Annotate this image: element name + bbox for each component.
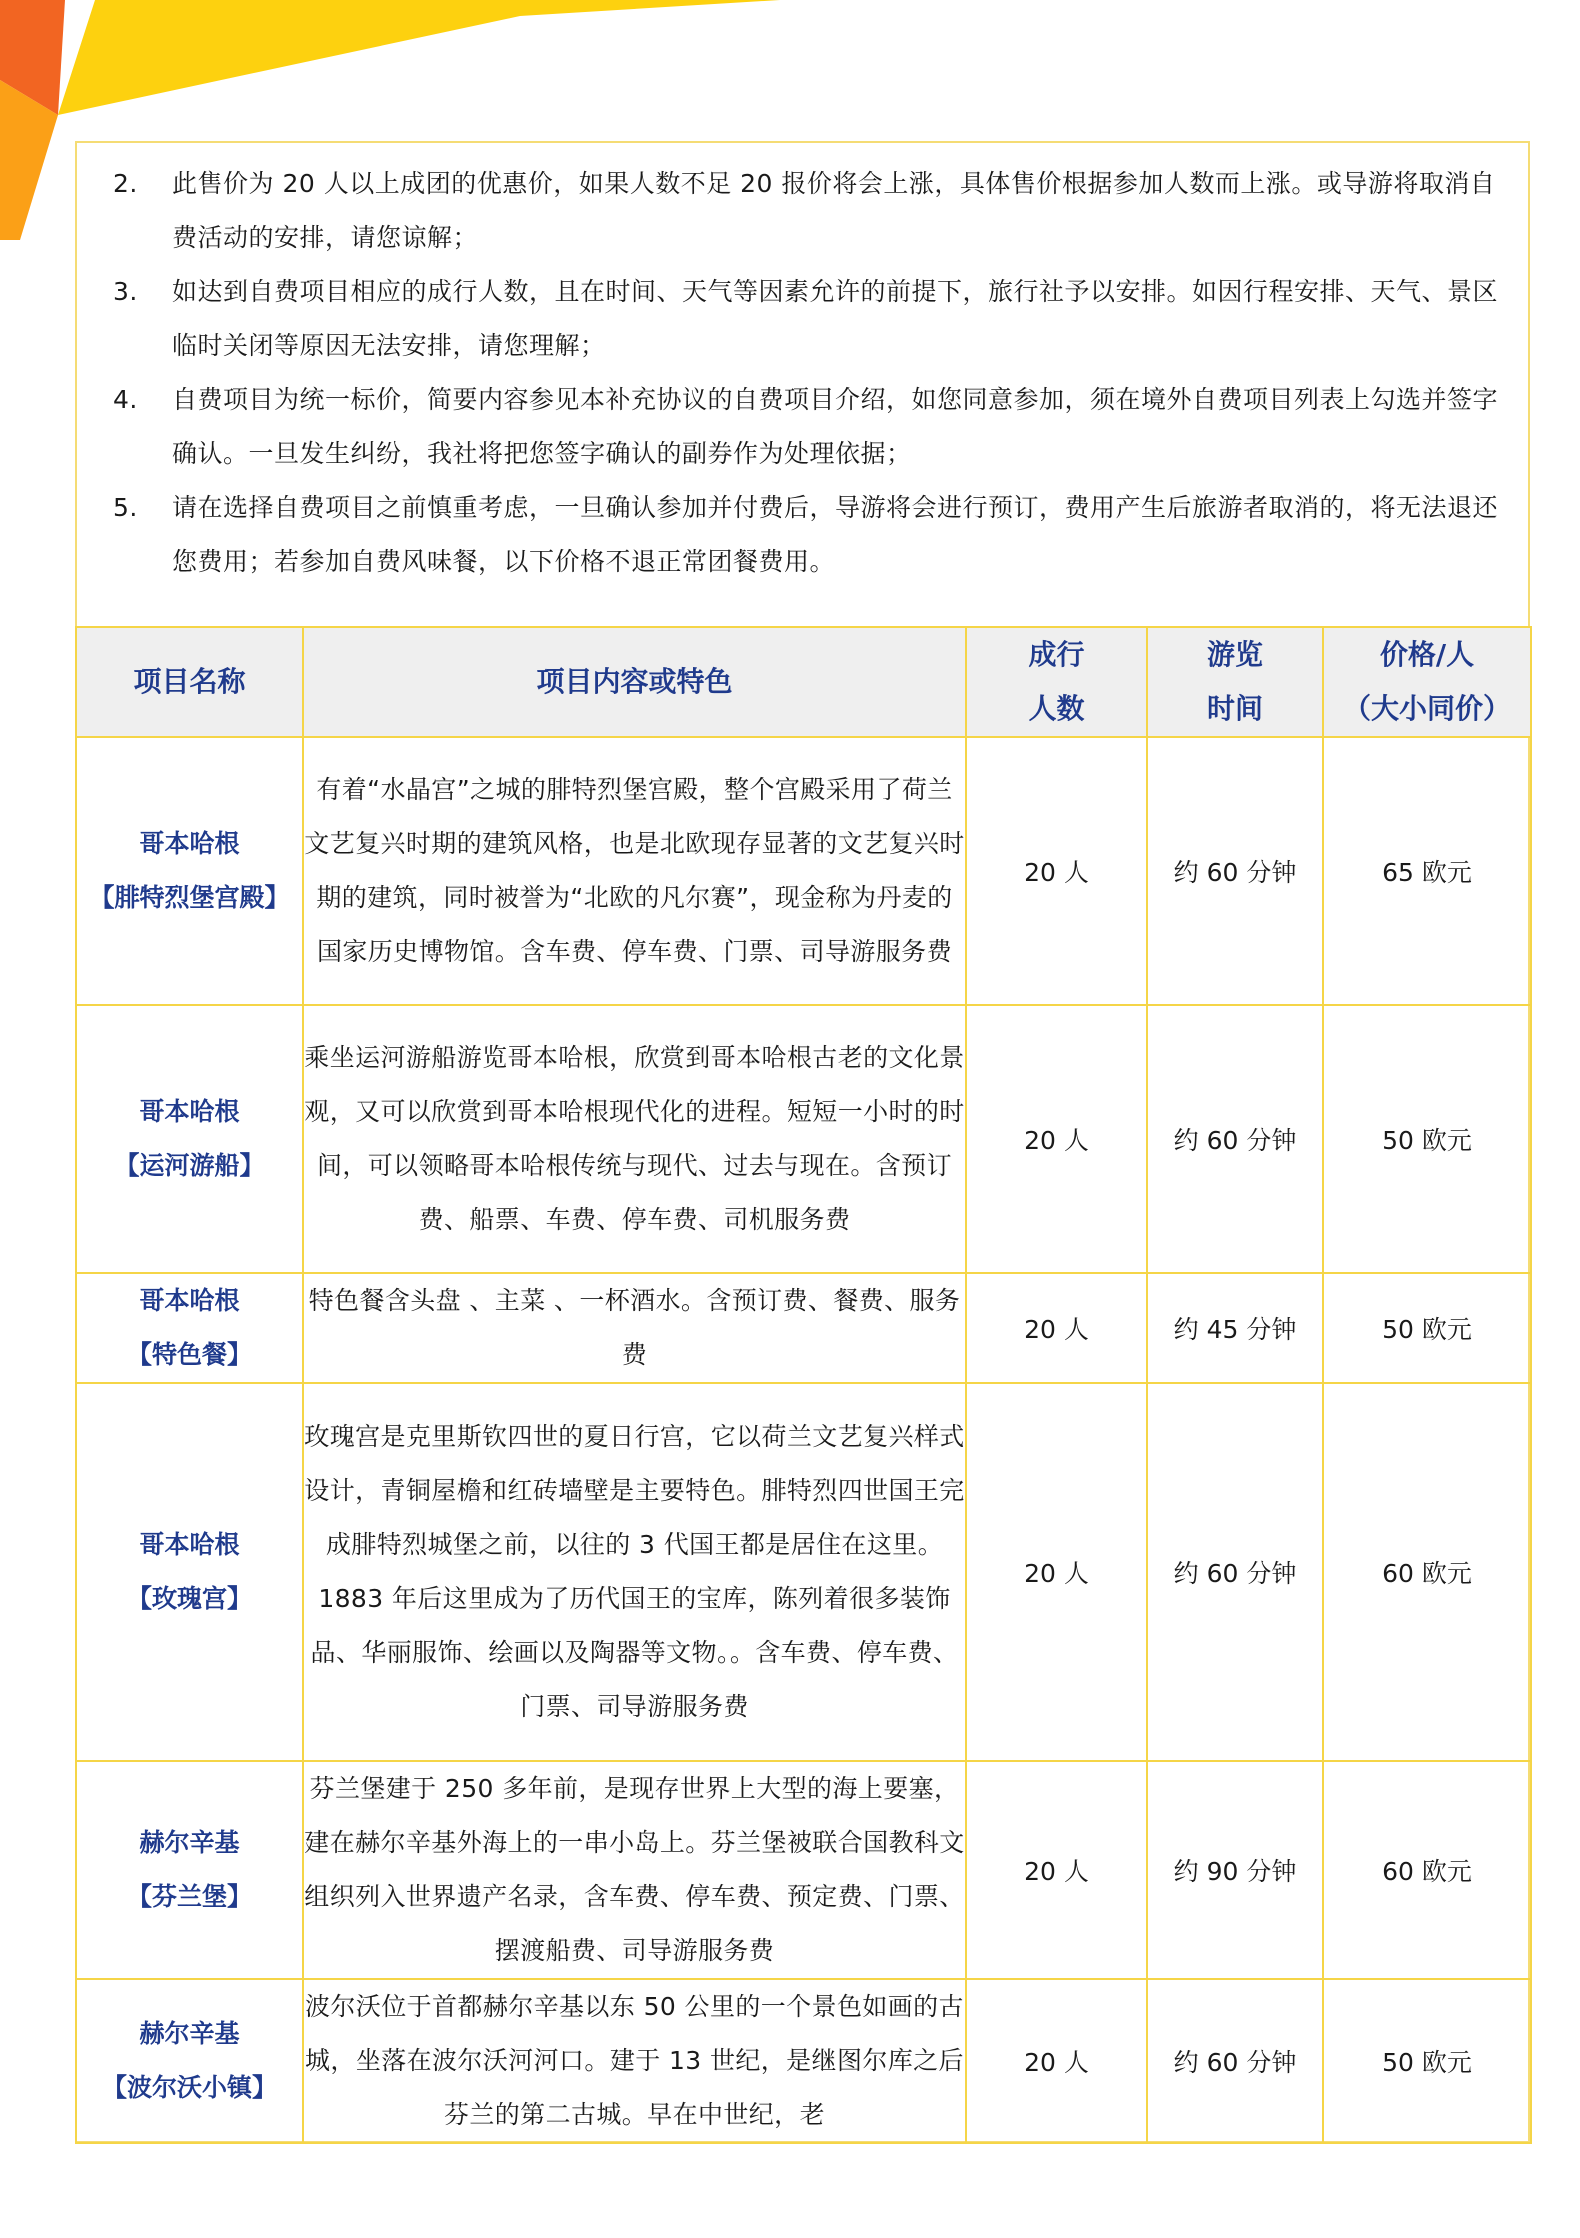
item-duration: 约 60 分钟 (1147, 1383, 1323, 1761)
item-duration: 约 60 分钟 (1147, 1979, 1323, 2143)
table-row (76, 1273, 1531, 1383)
table-header-row (76, 627, 1531, 737)
item-title: 【玫瑰宫】 (126, 1584, 252, 1613)
header-line: 成行 (1028, 638, 1085, 671)
note-number: 5. (113, 493, 138, 522)
item-price: 50 欧元 (1323, 1273, 1531, 1383)
item-min-people: 20 人 (966, 737, 1147, 1005)
item-name-cell (76, 737, 303, 1005)
note-item (77, 481, 1528, 589)
note-number: 2. (113, 169, 138, 198)
note-item (77, 373, 1528, 481)
note-number: 4. (113, 385, 138, 414)
table-row (76, 1005, 1531, 1273)
item-city: 哥本哈根 (139, 829, 240, 858)
table-row (76, 1761, 1531, 1979)
header-line: （大小同价） (1342, 692, 1511, 725)
item-description: 波尔沃位于首都赫尔辛基以东 50 公里的一个景色如画的古城，坐落在波尔沃河河口。建于 13 世纪，是继图尔库之后芬兰的第二古城。早在中世纪，老 (303, 1979, 966, 2143)
item-min-people: 20 人 (966, 1979, 1147, 2143)
header-line: 游览 (1206, 638, 1263, 671)
item-title: 【波尔沃小镇】 (101, 2073, 277, 2102)
item-name-cell (76, 1383, 303, 1761)
note-text: 请在选择自费项目之前慎重考虑，一旦确认参加并付费后，导游将会进行预订，费用产生后旅游者取消的，将无法退还您费用；若参加自费风味餐，以下价格不退正常团餐费用。 (172, 493, 1499, 576)
header-content: 项目内容或特色 (303, 627, 966, 737)
content-frame (75, 141, 1530, 2143)
table-row (76, 1383, 1531, 1761)
item-city: 哥本哈根 (139, 1530, 240, 1559)
item-description: 芬兰堡建于 250 多年前，是现存世界上大型的海上要塞，建在赫尔辛基外海上的一串小岛上。芬兰堡被联合国教科文组织列入世界遗产名录，含车费、停车费、预定费、门票、摆渡船费、司导游服务费 (303, 1761, 966, 1979)
note-number: 3. (113, 277, 138, 306)
item-duration: 约 90 分钟 (1147, 1761, 1323, 1979)
header-line: 价格/人 (1379, 638, 1475, 671)
item-name-cell (76, 1005, 303, 1273)
item-city: 哥本哈根 (139, 1097, 240, 1126)
item-city: 赫尔辛基 (139, 2019, 240, 2048)
item-price: 50 欧元 (1323, 1005, 1531, 1273)
item-title: 【腓特烈堡宫殿】 (89, 883, 290, 912)
header-duration (1147, 627, 1323, 737)
item-duration: 约 45 分钟 (1147, 1273, 1323, 1383)
note-text: 如达到自费项目相应的成行人数，且在时间、天气等因素允许的前提下，旅行社予以安排。如因行程安排、天气、景区临时关闭等原因无法安排，请您理解； (172, 277, 1499, 360)
note-item (77, 265, 1528, 373)
item-title: 【特色餐】 (126, 1340, 252, 1369)
note-item (77, 157, 1528, 265)
item-price: 60 欧元 (1323, 1383, 1531, 1761)
item-name-cell (76, 1979, 303, 2143)
item-min-people: 20 人 (966, 1005, 1147, 1273)
item-city: 赫尔辛基 (139, 1828, 240, 1857)
item-min-people: 20 人 (966, 1273, 1147, 1383)
item-name-cell (76, 1273, 303, 1383)
header-min-people (966, 627, 1147, 737)
item-title: 【芬兰堡】 (126, 1882, 252, 1911)
item-description: 特色餐含头盘 、主菜 、一杯酒水。含预订费、餐费、服务费 (303, 1273, 966, 1383)
item-price: 50 欧元 (1323, 1979, 1531, 2143)
item-min-people: 20 人 (966, 1383, 1147, 1761)
item-name-cell (76, 1761, 303, 1979)
item-duration: 约 60 分钟 (1147, 1005, 1323, 1273)
notes-list (77, 143, 1528, 589)
item-min-people: 20 人 (966, 1761, 1147, 1979)
note-text: 自费项目为统一标价，简要内容参见本补充协议的自费项目介绍，如您同意参加，须在境外自费项目列表上勾选并签字确认。一旦发生纠纷，我社将把您签字确认的副券作为处理依据； (172, 385, 1499, 468)
item-title: 【运河游船】 (114, 1151, 265, 1180)
header-price (1323, 627, 1531, 737)
item-duration: 约 60 分钟 (1147, 737, 1323, 1005)
item-description: 有着“水晶宫”之城的腓特烈堡宫殿，整个宫殿采用了荷兰文艺复兴时期的建筑风格，也是北欧现存显著的文艺复兴时期的建筑，同时被誉为“北欧的凡尔赛”，现金称为丹麦的国家历史博物馆。含车费、停车费、门票、司导游服务费 (303, 737, 966, 1005)
item-description: 玫瑰宫是克里斯钦四世的夏日行宫，它以荷兰文艺复兴样式设计，青铜屋檐和红砖墙壁是主要特色。腓特烈四世国王完成腓特烈城堡之前，以往的 3 代国王都是居住在这里。1883 年后这里成为了历代国王的宝库，陈列着很多装饰品、华丽服饰、绘画以及陶器等文物。。含车费、停车费、门票、司导游服务费 (303, 1383, 966, 1761)
header-line: 时间 (1206, 692, 1263, 725)
note-text: 此售价为 20 人以上成团的优惠价，如果人数不足 20 报价将会上涨，具体售价根据参加人数而上涨。或导游将取消自费活动的安排，请您谅解； (172, 169, 1496, 252)
item-description: 乘坐运河游船游览哥本哈根，欣赏到哥本哈根古老的文化景观，又可以欣赏到哥本哈根现代化的进程。短短一小时的时间，可以领略哥本哈根传统与现代、过去与现在。含预订费、船票、车费、停车费、司机服务费 (303, 1005, 966, 1273)
header-item-name: 项目名称 (76, 627, 303, 737)
item-price: 60 欧元 (1323, 1761, 1531, 1979)
table-row (76, 1979, 1531, 2143)
optional-tours-table (75, 626, 1532, 2144)
item-price: 65 欧元 (1323, 737, 1531, 1005)
header-line: 人数 (1028, 692, 1085, 725)
table-row (76, 737, 1531, 1005)
item-city: 哥本哈根 (139, 1286, 240, 1315)
